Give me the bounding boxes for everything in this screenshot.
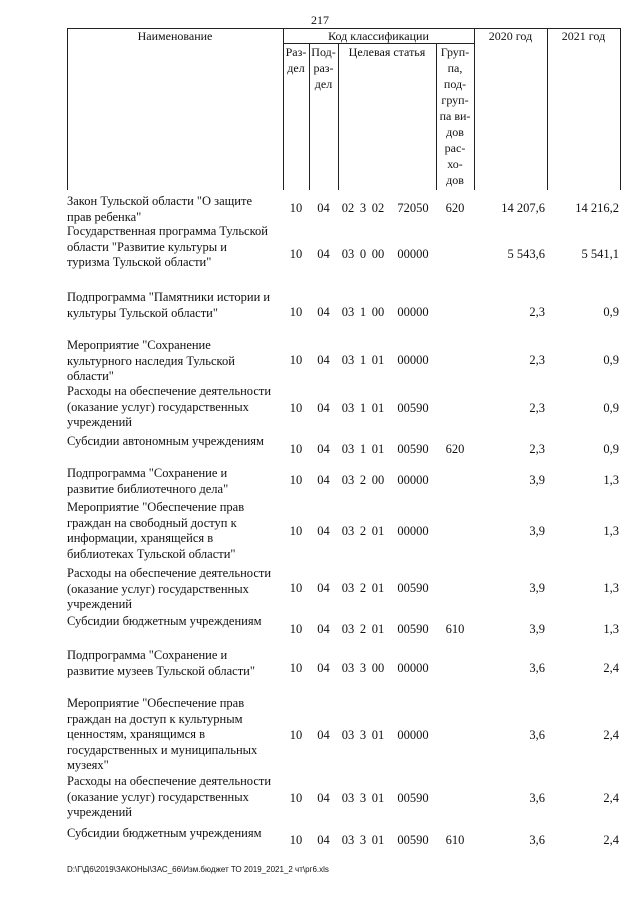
row-name-line: Расходы на обеспечение деятельности bbox=[67, 566, 272, 580]
target-activity-cell: 00 bbox=[371, 247, 385, 261]
target-direction-cell: 00590 bbox=[397, 442, 429, 456]
header-razdel-line: Раз- bbox=[285, 45, 307, 59]
target-subprogram-cell: 1 bbox=[359, 353, 367, 367]
header-code: Код классификации bbox=[328, 29, 429, 43]
razdel-cell: 10 bbox=[289, 524, 303, 538]
target-subprogram-cell: 3 bbox=[359, 201, 367, 215]
row-name-line: области "Развитие культуры и bbox=[67, 239, 227, 254]
header-podrazdel-line: Под- bbox=[311, 45, 336, 59]
target-program-cell: 03 bbox=[341, 728, 355, 742]
value-2020-cell: 2,3 bbox=[529, 305, 545, 319]
row-name-line: Расходы на обеспечение деятельности bbox=[67, 774, 272, 788]
row-name-line: библиотеках Тульской области" bbox=[67, 546, 236, 561]
podrazdel-cell: 04 bbox=[317, 581, 330, 595]
row-name bbox=[67, 500, 285, 562]
header-group-line: дов bbox=[446, 173, 464, 187]
row-name-line: Подпрограмма "Сохранение и bbox=[67, 466, 228, 480]
row-name bbox=[67, 194, 285, 225]
value-2020-cell: 2,3 bbox=[529, 353, 545, 367]
row-name-line: Подпрограмма "Сохранение и bbox=[67, 648, 228, 662]
target-subprogram-cell: 2 bbox=[359, 524, 367, 538]
value-2021-cell: 2,4 bbox=[603, 791, 619, 805]
header-group-line: па ви- bbox=[439, 109, 471, 123]
row-name-line: граждан на свободный доступ к bbox=[67, 515, 237, 530]
value-2020-cell: 3,9 bbox=[529, 622, 545, 636]
value-2020-cell: 3,6 bbox=[529, 661, 545, 675]
target-activity-cell: 00 bbox=[371, 305, 385, 319]
group-cell: 620 bbox=[445, 201, 465, 215]
target-subprogram-cell: 3 bbox=[359, 791, 367, 805]
row-name-line: (оказание услуг) государственных bbox=[67, 581, 249, 596]
group-cell: 620 bbox=[445, 442, 465, 456]
target-activity-cell: 01 bbox=[371, 833, 385, 847]
target-program-cell: 03 bbox=[341, 473, 355, 487]
razdel-cell: 10 bbox=[289, 201, 303, 215]
target-subprogram-cell: 1 bbox=[359, 305, 367, 319]
target-activity-cell: 01 bbox=[371, 791, 385, 805]
header-target-article: Целевая статья bbox=[348, 45, 426, 59]
header-year-2021: 2021 год bbox=[561, 29, 606, 43]
target-subprogram-cell: 2 bbox=[359, 473, 367, 487]
razdel-cell: 10 bbox=[289, 791, 303, 805]
value-2020-cell: 3,6 bbox=[529, 791, 545, 805]
row-name-line: культурного наследия Тульской bbox=[67, 353, 235, 368]
target-program-cell: 03 bbox=[341, 442, 355, 456]
target-subprogram-cell: 2 bbox=[359, 622, 367, 636]
group-cell: 610 bbox=[445, 622, 465, 636]
header-podrazdel bbox=[309, 44, 338, 92]
value-2020-cell: 3,9 bbox=[529, 581, 545, 595]
value-2021-cell: 14 216,2 bbox=[575, 201, 619, 215]
target-activity-cell: 00 bbox=[371, 661, 385, 675]
header-group-line: рас- bbox=[444, 141, 466, 155]
target-activity-cell: 00 bbox=[371, 473, 385, 487]
row-name-line: туризма Тульской области" bbox=[67, 255, 212, 269]
value-2020-cell: 3,9 bbox=[529, 524, 545, 538]
target-program-cell: 03 bbox=[341, 305, 355, 319]
target-subprogram-cell: 1 bbox=[359, 401, 367, 415]
target-activity-cell: 01 bbox=[371, 728, 385, 742]
podrazdel-cell: 04 bbox=[317, 791, 330, 805]
razdel-cell: 10 bbox=[289, 247, 303, 261]
target-direction-cell: 00590 bbox=[397, 622, 429, 636]
row-name bbox=[67, 290, 285, 321]
row-name-line: области" bbox=[67, 369, 114, 383]
target-direction-cell: 00590 bbox=[397, 581, 429, 595]
razdel-cell: 10 bbox=[289, 581, 303, 595]
podrazdel-cell: 04 bbox=[317, 305, 330, 319]
target-subprogram-cell: 2 bbox=[359, 581, 367, 595]
row-name-line: Мероприятие "Обеспечение прав bbox=[67, 500, 245, 514]
row-name bbox=[67, 774, 285, 821]
target-direction-cell: 00000 bbox=[397, 353, 429, 367]
target-program-cell: 03 bbox=[341, 791, 355, 805]
header-group-line: хо- bbox=[447, 157, 463, 171]
row-name bbox=[67, 566, 285, 613]
row-name-line: информации, хранящейся в bbox=[67, 531, 214, 545]
target-direction-cell: 00000 bbox=[397, 728, 429, 742]
target-activity-cell: 01 bbox=[371, 524, 385, 538]
row-name-line: ценностям, хранящимся в bbox=[67, 727, 205, 741]
row-name-line: Мероприятие "Сохранение bbox=[67, 338, 211, 352]
target-program-cell: 03 bbox=[341, 401, 355, 415]
header-year-2020: 2020 год bbox=[488, 29, 533, 43]
value-2021-cell: 0,9 bbox=[603, 442, 619, 456]
target-direction-cell: 00000 bbox=[397, 661, 429, 675]
value-2021-cell: 2,4 bbox=[603, 728, 619, 742]
row-name-line: (оказание услуг) государственных bbox=[67, 399, 249, 414]
header-group-line: Груп- bbox=[440, 45, 470, 59]
value-2021-cell: 1,3 bbox=[603, 524, 619, 538]
row-name-line: развитие библиотечного дела" bbox=[67, 481, 229, 496]
header-group-line: дов bbox=[446, 125, 464, 139]
row-name-line: Субсидии автономным учреждениям bbox=[67, 434, 264, 448]
row-name-line: государственных и муниципальных bbox=[67, 742, 258, 757]
row-name-line: развитие музеев Тульской области" bbox=[67, 663, 255, 678]
value-2020-cell: 14 207,6 bbox=[501, 201, 545, 215]
row-name bbox=[67, 696, 285, 774]
podrazdel-cell: 04 bbox=[317, 353, 330, 367]
target-subprogram-cell: 3 bbox=[359, 728, 367, 742]
value-2020-cell: 3,6 bbox=[529, 833, 545, 847]
value-2020-cell: 2,3 bbox=[529, 442, 545, 456]
header-group bbox=[436, 44, 474, 188]
target-activity-cell: 01 bbox=[371, 442, 385, 456]
row-name-line: Субсидии бюджетным учреждениям bbox=[67, 826, 262, 840]
razdel-cell: 10 bbox=[289, 473, 303, 487]
value-2021-cell: 1,3 bbox=[603, 581, 619, 595]
row-name-line: культуры Тульской области" bbox=[67, 305, 218, 320]
target-direction-cell: 00590 bbox=[397, 401, 429, 415]
row-name bbox=[67, 466, 285, 497]
header-group-line: под- bbox=[443, 77, 467, 91]
target-direction-cell: 00000 bbox=[397, 524, 429, 538]
value-2020-cell: 3,6 bbox=[529, 728, 545, 742]
group-cell: 610 bbox=[445, 833, 465, 847]
row-name-line: Мероприятие "Обеспечение прав bbox=[67, 696, 245, 710]
row-name-line: граждан на доступ к культурным bbox=[67, 711, 243, 726]
row-name-line: прав ребенка" bbox=[67, 209, 142, 224]
row-name-line: Субсидии бюджетным учреждениям bbox=[67, 614, 262, 628]
razdel-cell: 10 bbox=[289, 728, 303, 742]
header-group-line: груп- bbox=[441, 93, 469, 107]
target-subprogram-cell: 3 bbox=[359, 661, 367, 675]
value-2021-cell: 2,4 bbox=[603, 833, 619, 847]
header-name: Наименование bbox=[137, 29, 213, 43]
row-name bbox=[67, 434, 285, 450]
podrazdel-cell: 04 bbox=[317, 661, 330, 675]
target-subprogram-cell: 0 bbox=[359, 247, 367, 261]
header-podrazdel-line: дел bbox=[314, 77, 333, 91]
target-subprogram-cell: 3 bbox=[359, 833, 367, 847]
row-name-line: Расходы на обеспечение деятельности bbox=[67, 384, 272, 398]
podrazdel-cell: 04 bbox=[317, 833, 330, 847]
target-program-cell: 03 bbox=[341, 247, 355, 261]
header-razdel-line: дел bbox=[287, 61, 305, 75]
podrazdel-cell: 04 bbox=[317, 442, 330, 456]
razdel-cell: 10 bbox=[289, 622, 303, 636]
value-2021-cell: 0,9 bbox=[603, 305, 619, 319]
row-name-line: Подпрограмма "Памятники истории и bbox=[67, 290, 271, 304]
row-name-line: учреждений bbox=[67, 597, 132, 611]
target-program-cell: 03 bbox=[341, 661, 355, 675]
podrazdel-cell: 04 bbox=[317, 247, 330, 261]
target-activity-cell: 01 bbox=[371, 622, 385, 636]
file-path-footer: D:\Г\Д6\2019\ЗАКОНЫ\ЗАС_66\Изм.бюджет ТО 2019_2021_2 чт\рг6.xls bbox=[67, 865, 329, 874]
page-number: 217 bbox=[311, 13, 329, 27]
target-program-cell: 03 bbox=[341, 581, 355, 595]
target-activity-cell: 01 bbox=[371, 401, 385, 415]
razdel-cell: 10 bbox=[289, 401, 303, 415]
row-name-line: Государственная программа Тульской bbox=[67, 224, 268, 238]
target-program-cell: 03 bbox=[341, 353, 355, 367]
target-activity-cell: 02 bbox=[371, 201, 385, 215]
podrazdel-cell: 04 bbox=[317, 622, 330, 636]
target-direction-cell: 00590 bbox=[397, 791, 429, 805]
razdel-cell: 10 bbox=[289, 833, 303, 847]
value-2021-cell: 5 541,1 bbox=[581, 247, 619, 261]
target-direction-cell: 00000 bbox=[397, 473, 429, 487]
row-name bbox=[67, 614, 285, 630]
value-2021-cell: 0,9 bbox=[603, 401, 619, 415]
row-name-line: учреждений bbox=[67, 805, 132, 819]
podrazdel-cell: 04 bbox=[317, 524, 330, 538]
podrazdel-cell: 04 bbox=[317, 473, 330, 487]
header-podrazdel-line: раз- bbox=[313, 61, 334, 75]
value-2021-cell: 2,4 bbox=[603, 661, 619, 675]
row-name-line: Закон Тульской области "О защите bbox=[67, 194, 252, 208]
target-direction-cell: 00000 bbox=[397, 247, 429, 261]
row-name bbox=[67, 826, 285, 842]
razdel-cell: 10 bbox=[289, 305, 303, 319]
target-subprogram-cell: 1 bbox=[359, 442, 367, 456]
target-activity-cell: 01 bbox=[371, 581, 385, 595]
row-name bbox=[67, 648, 285, 679]
target-direction-cell: 00590 bbox=[397, 833, 429, 847]
row-name-line: учреждений bbox=[67, 415, 132, 429]
row-name-line: музеях" bbox=[67, 758, 109, 772]
podrazdel-cell: 04 bbox=[317, 401, 330, 415]
razdel-cell: 10 bbox=[289, 661, 303, 675]
header-razdel bbox=[283, 44, 309, 76]
row-name bbox=[67, 338, 285, 385]
value-2021-cell: 0,9 bbox=[603, 353, 619, 367]
value-2020-cell: 3,9 bbox=[529, 473, 545, 487]
row-name bbox=[67, 224, 285, 271]
target-program-cell: 02 bbox=[341, 201, 355, 215]
value-2021-cell: 1,3 bbox=[603, 622, 619, 636]
target-program-cell: 03 bbox=[341, 524, 355, 538]
podrazdel-cell: 04 bbox=[317, 201, 330, 215]
target-direction-cell: 72050 bbox=[397, 201, 429, 215]
value-2020-cell: 5 543,6 bbox=[507, 247, 545, 261]
razdel-cell: 10 bbox=[289, 442, 303, 456]
value-2021-cell: 1,3 bbox=[603, 473, 619, 487]
value-2020-cell: 2,3 bbox=[529, 401, 545, 415]
razdel-cell: 10 bbox=[289, 353, 303, 367]
target-direction-cell: 00000 bbox=[397, 305, 429, 319]
target-program-cell: 03 bbox=[341, 622, 355, 636]
row-name bbox=[67, 384, 285, 431]
podrazdel-cell: 04 bbox=[317, 728, 330, 742]
row-name-line: (оказание услуг) государственных bbox=[67, 789, 249, 804]
header-group-line: па, bbox=[447, 61, 463, 75]
target-activity-cell: 01 bbox=[371, 353, 385, 367]
target-program-cell: 03 bbox=[341, 833, 355, 847]
